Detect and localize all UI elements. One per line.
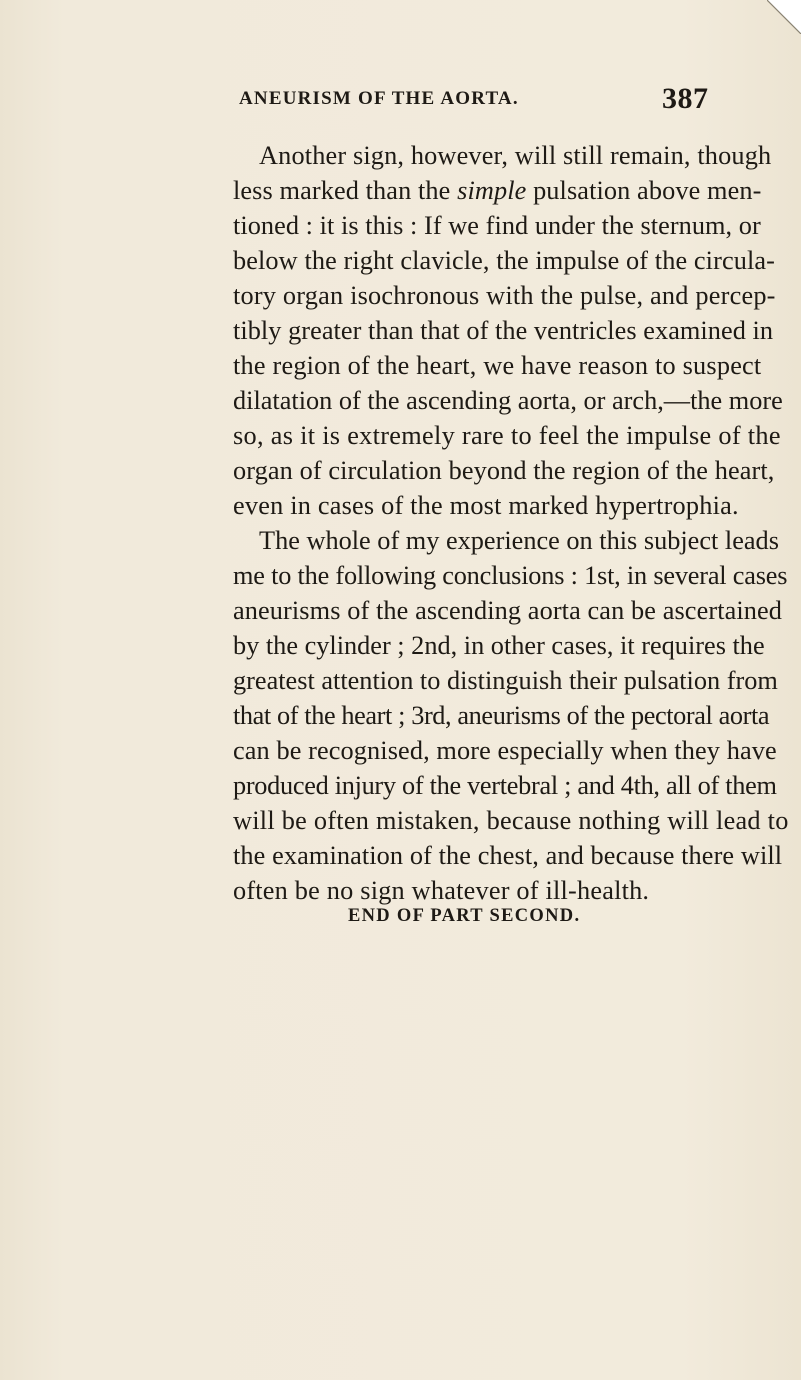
text-segment: less marked than the (233, 176, 451, 205)
page-number: 387 (662, 82, 709, 115)
text-line: even in cases of the most marked hypertrophia. (233, 491, 739, 520)
text-line: often be no sign whatever of ill-health. (233, 876, 650, 905)
text-line: the examination of the chest, and because there will (233, 841, 783, 870)
text-line: tibly greater than that of the ventricles examined in (233, 316, 774, 345)
italic-word: simple (457, 176, 527, 205)
running-head-title: ANEURISM OF THE AORTA. (239, 88, 519, 109)
text-line: below the right clavicle, the impulse of the circula- (233, 246, 775, 275)
text-line (233, 175, 761, 207)
running-head (0, 82, 801, 120)
text-line: greatest attention to distinguish their pulsation from (233, 666, 778, 695)
text-line: that of the heart ; 3rd, aneurisms of the pectoral aorta (233, 701, 770, 730)
text-line: Another sign, however, will still remain, though (259, 141, 772, 170)
page-corner-fold (767, 0, 801, 34)
text-line: by the cylinder ; 2nd, in other cases, it requires the (233, 631, 765, 660)
text-segment: pulsation above men- (533, 176, 762, 205)
text-line: organ of circulation beyond the region of the heart, (233, 456, 775, 485)
text-line: The whole of my experience on this subject leads (259, 526, 779, 555)
text-line: dilatation of the ascending aorta, or arch,—the more (233, 386, 783, 415)
text-line: tory organ isochronous with the pulse, and percep- (233, 281, 776, 310)
text-line: will be often mistaken, because nothing will lead to (233, 806, 789, 835)
text-line: can be recognised, more especially when they have (233, 736, 777, 765)
text-line: the region of the heart, we have reason to suspect (233, 351, 762, 380)
text-line: aneurisms of the ascending aorta can be ascertained (233, 596, 783, 625)
end-of-part-text: END OF PART SECOND. (348, 906, 581, 926)
text-line: produced injury of the vertebral ; and 4th, all of them (233, 771, 777, 800)
text-line: so, as it is extremely rare to feel the impulse of the (233, 421, 781, 450)
text-line: tioned : it is this : If we find under the sternum, or (233, 211, 761, 240)
text-line: me to the following conclusions : 1st, in several cases (233, 561, 788, 590)
